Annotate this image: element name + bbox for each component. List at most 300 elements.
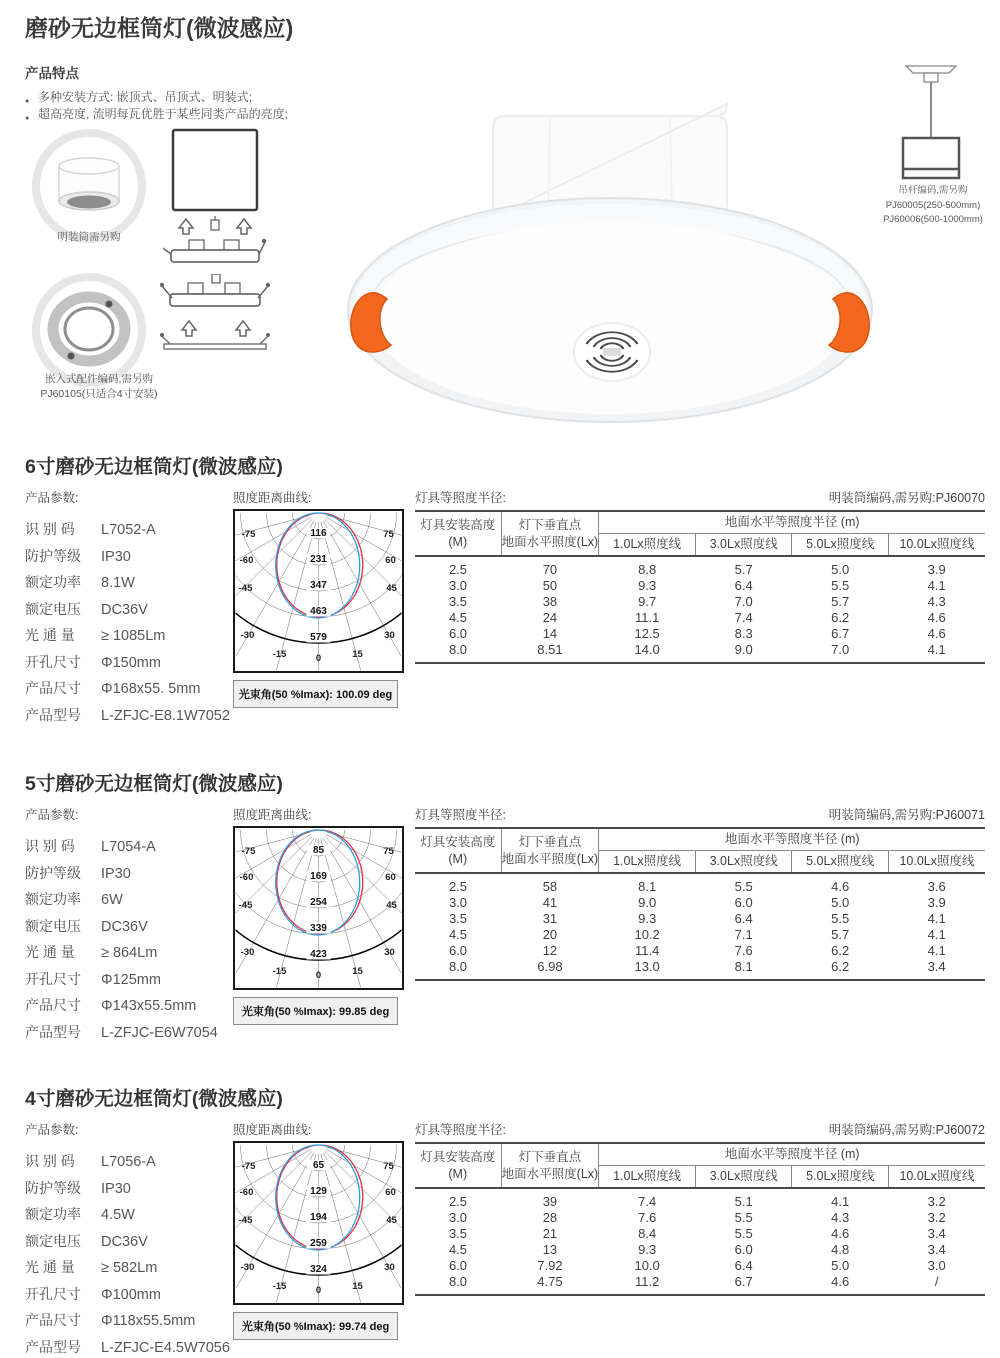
table-cell: 7.6 — [638, 1210, 657, 1225]
illuminance-table-column — [415, 1120, 985, 1296]
recessed-kit-label — [14, 372, 184, 402]
col-header-point — [501, 828, 599, 873]
photometric-polar-chart — [233, 509, 404, 673]
param-value: Φ118x55.5mm — [101, 1313, 196, 1329]
table-cell: 8.4 — [638, 1226, 657, 1241]
table-cell: 6.2 — [831, 610, 850, 625]
param-value: L-ZFJC-E4.5W7056 — [101, 1339, 230, 1356]
table-row — [415, 626, 985, 642]
svg-text:347: 347 — [310, 580, 327, 591]
svg-text:65: 65 — [312, 1160, 325, 1171]
table-cell: 3.2 — [927, 1194, 946, 1209]
table-cell: 8.0 — [448, 959, 468, 974]
photometric-chart-column — [233, 1120, 400, 1340]
surface-mount-label: 明装筒需另购 — [57, 231, 121, 243]
beam-angle-text: 光束角(50 %Imax): 99.85 deg — [241, 1006, 390, 1018]
beam-angle-text: 光束角(50 %Imax): 100.09 deg — [238, 689, 393, 701]
svg-text:45: 45 — [386, 900, 397, 911]
svg-text:-60: -60 — [239, 555, 254, 566]
curve-label: 照度距离曲线: — [233, 808, 312, 822]
col-header-height-line2: (M) — [448, 534, 468, 549]
table-cell: 9.0 — [734, 642, 753, 657]
radius-caption: 灯具等照度半径: — [415, 1123, 506, 1137]
table-cell: 4.1 — [927, 578, 946, 593]
param-label: 产品型号 — [25, 706, 81, 723]
table-row — [415, 594, 985, 610]
params-list — [25, 519, 230, 725]
param-value: Φ125mm — [101, 971, 161, 988]
table-cell: 20 — [542, 927, 558, 942]
table-cell: 4.5 — [448, 927, 468, 942]
table-cell: 3.2 — [927, 1210, 946, 1225]
table-caption-row — [415, 805, 985, 823]
param-label: 产品型号 — [25, 1338, 81, 1355]
col-header-5lx: 5.0Lx照度线 — [792, 1166, 889, 1189]
table-cell: 9.3 — [638, 578, 657, 593]
svg-text:423: 423 — [310, 949, 327, 960]
param-value: L7056-A — [101, 1154, 156, 1170]
param-row — [25, 1284, 230, 1304]
param-value: L-ZFJC-E6W7054 — [101, 1024, 218, 1041]
svg-text:75: 75 — [383, 529, 394, 540]
col-header-group: 地面水平等照度半径 (m) — [599, 828, 985, 851]
microwave-sensor-icon — [574, 323, 650, 381]
table-cell: 5.0 — [831, 562, 850, 577]
table-cell: 70 — [542, 562, 558, 577]
arrow-up-icon — [182, 321, 250, 336]
col-header-1lx: 1.0Lx照度线 — [613, 854, 682, 868]
param-row — [25, 889, 230, 909]
param-value: L7052-A — [101, 522, 156, 538]
table-cell: 14.0 — [634, 642, 660, 657]
col-header-group: 地面水平等照度半径 (m) — [599, 511, 985, 534]
recessed-ring-image — [31, 272, 147, 388]
svg-text:30: 30 — [384, 1262, 395, 1273]
param-label: 额定功率 — [25, 891, 81, 907]
section-heading: 4寸磨砂无边框筒灯(微波感应) — [25, 1088, 283, 1110]
surface-mount-cylinder-image — [31, 128, 147, 244]
product-parameters — [25, 1120, 230, 1358]
param-value: ≥ 864Lm — [101, 945, 158, 961]
table-cell: 3.4 — [927, 959, 946, 974]
col-header-point-line1: 灯下垂直点 — [518, 517, 582, 532]
table-cell: 3.5 — [448, 594, 468, 609]
svg-text:30: 30 — [384, 630, 395, 641]
pendant-labels — [858, 184, 1000, 228]
table-cell: 9.7 — [638, 594, 657, 609]
table-cell: 12 — [542, 943, 558, 958]
table-cell: 6.2 — [831, 959, 850, 974]
table-row — [415, 1258, 985, 1274]
table-row — [415, 1188, 985, 1210]
table-cell: 4.8 — [831, 1242, 850, 1257]
table-header — [415, 511, 985, 556]
table-cell: 38 — [542, 594, 558, 609]
svg-text:75: 75 — [383, 846, 394, 857]
param-row — [25, 1310, 230, 1330]
table-cell: 3.9 — [927, 562, 946, 577]
table-caption-row — [415, 488, 985, 506]
table-row — [415, 1242, 985, 1258]
product-section — [25, 1087, 985, 1358]
param-row — [25, 969, 230, 989]
params-label: 产品参数: — [25, 1123, 79, 1137]
param-row — [25, 678, 230, 698]
table-cell: 3.5 — [448, 911, 468, 926]
param-label: 识 别 码 — [25, 521, 75, 537]
params-label: 产品参数: — [25, 491, 79, 505]
svg-text:0: 0 — [315, 1285, 322, 1296]
param-label: 产品尺寸 — [25, 1312, 81, 1328]
pendant-label-line1: 吊杆编码,需另购 — [898, 185, 968, 196]
col-header-point-line2: 地面水平照度(Lx) — [501, 851, 599, 866]
param-row — [25, 1257, 230, 1277]
table-cell: 14 — [542, 626, 558, 641]
table-cell: 6.0 — [734, 895, 753, 910]
svg-text:-60: -60 — [239, 872, 254, 883]
table-cell: 4.6 — [831, 1226, 850, 1241]
features-heading: 产品特点 — [25, 66, 79, 81]
table-cell: 4.3 — [927, 594, 946, 609]
svg-text:-45: -45 — [238, 583, 253, 594]
table-cell: 4.6 — [831, 1274, 850, 1289]
table-cell: 4.5 — [448, 1242, 468, 1257]
param-value: ≥ 1085Lm — [101, 628, 166, 644]
table-cell: 3.4 — [927, 1242, 946, 1257]
table-cell: 5.5 — [831, 911, 850, 926]
param-label: 光 通 量 — [25, 627, 75, 643]
param-value: L7054-A — [101, 839, 156, 855]
svg-text:-30: -30 — [240, 630, 255, 641]
col-header-height — [415, 511, 501, 556]
param-value: Φ143x55.5mm — [101, 998, 197, 1014]
table-cell: 5.7 — [734, 562, 753, 577]
table-cell: 8.3 — [734, 626, 753, 641]
svg-text:129: 129 — [310, 1186, 327, 1197]
table-row — [415, 610, 985, 626]
svg-text:194: 194 — [310, 1212, 327, 1223]
table-cell: 6.7 — [734, 1274, 753, 1289]
table-caption-row — [415, 1120, 985, 1138]
svg-text:15: 15 — [352, 649, 363, 660]
table-body — [415, 556, 985, 663]
table-cell: 6.4 — [734, 578, 753, 593]
table-cell: 5.5 — [831, 578, 850, 593]
svg-text:15: 15 — [352, 966, 363, 977]
pendant-label-line2: PJ60005(250-500mm) — [885, 199, 981, 211]
table-cell: 6.0 — [448, 943, 468, 958]
photometric-polar-chart — [233, 1141, 404, 1305]
col-header-group: 地面水平等照度半径 (m) — [599, 1143, 985, 1166]
table-cell: 2.5 — [448, 879, 468, 894]
param-row — [25, 1204, 230, 1224]
table-cell: 5.5 — [734, 879, 753, 894]
table-cell: 3.6 — [927, 879, 946, 894]
param-row — [25, 546, 230, 566]
svg-text:45: 45 — [386, 1215, 397, 1226]
table-cell: 4.75 — [537, 1274, 563, 1289]
table-cell: 5.7 — [831, 594, 850, 609]
param-value: ≥ 582Lm — [101, 1260, 158, 1276]
param-row — [25, 995, 230, 1015]
param-row — [25, 572, 230, 592]
param-row — [25, 1151, 230, 1171]
param-row — [25, 916, 230, 936]
beam-angle-text: 光束角(50 %Imax): 99.74 deg — [241, 1321, 390, 1333]
param-label: 额定电压 — [25, 917, 81, 934]
param-label: 开孔尺寸 — [25, 653, 81, 670]
param-value: 4.5W — [101, 1207, 135, 1223]
params-label: 产品参数: — [25, 808, 79, 822]
param-value: Φ168x55. 5mm — [101, 681, 201, 697]
svg-text:60: 60 — [385, 1187, 396, 1198]
col-header-height-line1: 灯具安装高度 — [420, 517, 496, 532]
svg-text:45: 45 — [386, 583, 397, 594]
table-cell: 8.8 — [638, 562, 657, 577]
param-value: Φ150mm — [101, 654, 161, 671]
param-label: 光 通 量 — [25, 944, 75, 960]
param-row — [25, 863, 230, 883]
table-row — [415, 642, 985, 663]
svg-text:-75: -75 — [241, 846, 256, 857]
param-label: 防护等级 — [25, 1179, 81, 1196]
table-cell: 4.1 — [927, 927, 946, 942]
table-row — [415, 556, 985, 578]
table-cell: 4.6 — [927, 626, 946, 641]
table-row — [415, 1274, 985, 1295]
svg-text:-75: -75 — [241, 529, 256, 540]
table-cell: 3.0 — [448, 578, 468, 593]
table-row — [415, 1226, 985, 1242]
surface-mount-code: 明装筒编码,需另购:PJ60072 — [828, 1123, 985, 1137]
col-header-5lx: 5.0Lx照度线 — [792, 534, 889, 557]
table-header — [415, 828, 985, 873]
surface-mount-code: 明装筒编码,需另购:PJ60071 — [828, 808, 985, 822]
col-header-5lx: 5.0Lx照度线 — [792, 851, 889, 874]
param-row — [25, 1337, 230, 1357]
table-row — [415, 959, 985, 980]
product-section — [25, 772, 985, 1072]
feature-item: ● 多种安装方式: 嵌顶式、吊顶式、明装式; — [25, 89, 445, 106]
svg-text:-60: -60 — [239, 1187, 254, 1198]
col-header-1lx: 1.0Lx照度线 — [613, 1169, 682, 1183]
col-header-height — [415, 828, 501, 873]
table-cell: 3.0 — [927, 1258, 946, 1273]
params-list — [25, 836, 230, 1042]
col-header-3lx: 3.0Lx照度线 — [695, 851, 792, 874]
photometric-chart-column — [233, 488, 400, 708]
table-cell: 21 — [542, 1226, 558, 1241]
col-header-point — [501, 1143, 599, 1188]
table-cell: 4.1 — [927, 943, 946, 958]
col-header-10lx: 10.0Lx照度线 — [888, 534, 985, 557]
table-cell: 8.0 — [448, 1274, 468, 1289]
param-row — [25, 705, 230, 725]
photometric-chart-column — [233, 805, 400, 1025]
table-cell: 4.1 — [927, 911, 946, 926]
svg-text:254: 254 — [310, 897, 327, 908]
col-header-height-line2: (M) — [448, 851, 468, 866]
table-cell: / — [934, 1274, 939, 1289]
svg-text:85: 85 — [312, 845, 325, 856]
table-cell: 6.0 — [448, 626, 468, 641]
install-diagram-clips — [160, 274, 270, 366]
table-cell: 8.1 — [734, 959, 753, 974]
param-value: DC36V — [101, 1233, 148, 1250]
col-header-3lx: 3.0Lx照度线 — [695, 1166, 792, 1189]
table-cell: 9.3 — [638, 1242, 657, 1257]
param-row — [25, 652, 230, 672]
beam-angle-box — [233, 1312, 398, 1340]
param-label: 额定功率 — [25, 574, 81, 590]
svg-text:231: 231 — [310, 554, 327, 565]
svg-text:-45: -45 — [238, 1215, 253, 1226]
svg-text:339: 339 — [310, 923, 327, 934]
param-label: 光 通 量 — [25, 1259, 75, 1275]
table-body — [415, 873, 985, 980]
param-value: IP30 — [101, 865, 131, 882]
radius-caption: 灯具等照度半径: — [415, 808, 506, 822]
pendant-diagram — [898, 64, 964, 184]
table-cell: 7.1 — [734, 927, 753, 942]
param-value: 6W — [101, 892, 123, 908]
param-value: IP30 — [101, 548, 131, 565]
recessed-kit-label-line2: PJ60105(只适合4寸安装) — [40, 388, 158, 400]
table-cell: 6.4 — [734, 911, 753, 926]
col-header-1lx: 1.0Lx照度线 — [613, 537, 682, 551]
recessed-kit-label-line1: 嵌入式配件编码,需另购 — [45, 373, 153, 385]
photometric-polar-chart — [233, 826, 404, 990]
table-cell: 5.0 — [831, 895, 850, 910]
param-label: 识 别 码 — [25, 838, 75, 854]
radius-caption: 灯具等照度半径: — [415, 491, 506, 505]
table-cell: 13.0 — [634, 959, 660, 974]
col-header-10lx: 10.0Lx照度线 — [888, 1166, 985, 1189]
section-heading: 5寸磨砂无边框筒灯(微波感应) — [25, 773, 283, 795]
illuminance-table-column — [415, 488, 985, 664]
svg-text:30: 30 — [384, 947, 395, 958]
param-row — [25, 625, 230, 645]
col-header-height-line1: 灯具安装高度 — [420, 1149, 496, 1164]
table-cell: 7.0 — [734, 594, 753, 609]
col-header-point-line2: 地面水平照度(Lx) — [501, 534, 599, 549]
col-header-height — [415, 1143, 501, 1188]
param-label: 开孔尺寸 — [25, 1285, 81, 1302]
table-cell: 2.5 — [448, 1194, 468, 1209]
table-cell: 6.0 — [734, 1242, 753, 1257]
table-cell: 50 — [542, 578, 558, 593]
params-list — [25, 1151, 230, 1357]
svg-text:-75: -75 — [241, 1161, 256, 1172]
svg-text:-30: -30 — [240, 1262, 255, 1273]
arrow-up-icon — [179, 219, 251, 234]
param-value: Φ100mm — [101, 1286, 161, 1303]
table-cell: 10.2 — [634, 927, 660, 942]
table-cell: 3.9 — [927, 895, 946, 910]
beam-angle-box — [233, 997, 398, 1025]
table-row — [415, 895, 985, 911]
illuminance-table-column — [415, 805, 985, 981]
svg-text:259: 259 — [310, 1238, 327, 1249]
param-label: 额定电压 — [25, 600, 81, 617]
table-cell: 3.5 — [448, 1226, 468, 1241]
svg-text:116: 116 — [310, 528, 327, 539]
table-row — [415, 927, 985, 943]
table-cell: 5.5 — [734, 1210, 753, 1225]
surface-mount-code: 明装筒编码,需另购:PJ60070 — [828, 491, 985, 505]
col-header-point — [501, 511, 599, 556]
table-cell: 4.5 — [448, 610, 468, 625]
table-cell: 4.3 — [831, 1210, 850, 1225]
param-label: 开孔尺寸 — [25, 970, 81, 987]
param-label: 产品尺寸 — [25, 997, 81, 1013]
table-cell: 6.0 — [448, 1258, 468, 1273]
param-row — [25, 942, 230, 962]
table-cell: 11.4 — [634, 943, 660, 958]
param-row — [25, 599, 230, 619]
photometry-table — [415, 510, 985, 664]
table-cell: 4.1 — [927, 642, 946, 657]
param-value: DC36V — [101, 918, 148, 935]
col-header-point-line1: 灯下垂直点 — [518, 1149, 582, 1164]
table-cell: 13 — [542, 1242, 558, 1257]
col-header-3lx: 3.0Lx照度线 — [695, 534, 792, 557]
product-parameters — [25, 805, 230, 1048]
table-cell: 4.6 — [831, 879, 850, 894]
svg-text:324: 324 — [310, 1264, 327, 1275]
svg-text:60: 60 — [385, 872, 396, 883]
svg-text:60: 60 — [385, 555, 396, 566]
table-cell: 8.1 — [638, 879, 657, 894]
curve-label: 照度距离曲线: — [233, 491, 312, 505]
table-cell: 7.92 — [537, 1258, 563, 1273]
table-header — [415, 1143, 985, 1188]
table-cell: 6.4 — [734, 1258, 753, 1273]
table-cell: 24 — [542, 610, 558, 625]
diffuser-disc — [348, 198, 872, 422]
param-row — [25, 1022, 230, 1042]
table-cell: 3.0 — [448, 1210, 468, 1225]
svg-text:-15: -15 — [272, 649, 287, 660]
param-label: 额定功率 — [25, 1206, 81, 1222]
svg-text:579: 579 — [310, 632, 327, 643]
col-header-10lx: 10.0Lx照度线 — [888, 851, 985, 874]
table-cell: 41 — [542, 895, 558, 910]
table-cell: 7.4 — [638, 1194, 657, 1209]
col-header-height-line1: 灯具安装高度 — [420, 834, 496, 849]
svg-text:-15: -15 — [272, 1281, 287, 1292]
photometry-table — [415, 827, 985, 981]
table-row — [415, 911, 985, 927]
param-label: 产品尺寸 — [25, 680, 81, 696]
param-value: L-ZFJC-E8.1W7052 — [101, 707, 230, 724]
table-cell: 2.5 — [448, 562, 468, 577]
table-row — [415, 943, 985, 959]
svg-text:15: 15 — [352, 1281, 363, 1292]
table-cell: 6.98 — [537, 959, 563, 974]
param-row — [25, 1231, 230, 1251]
svg-text:0: 0 — [315, 653, 322, 664]
col-header-height-line2: (M) — [448, 1166, 468, 1181]
curve-label: 照度距离曲线: — [233, 1123, 312, 1137]
section-heading: 6寸磨砂无边框筒灯(微波感应) — [25, 456, 283, 478]
svg-text:75: 75 — [383, 1161, 394, 1172]
product-parameters — [25, 488, 230, 731]
table-cell: 5.7 — [831, 927, 850, 942]
table-cell: 7.6 — [734, 943, 753, 958]
table-cell: 58 — [542, 879, 558, 894]
svg-text:-15: -15 — [272, 966, 287, 977]
